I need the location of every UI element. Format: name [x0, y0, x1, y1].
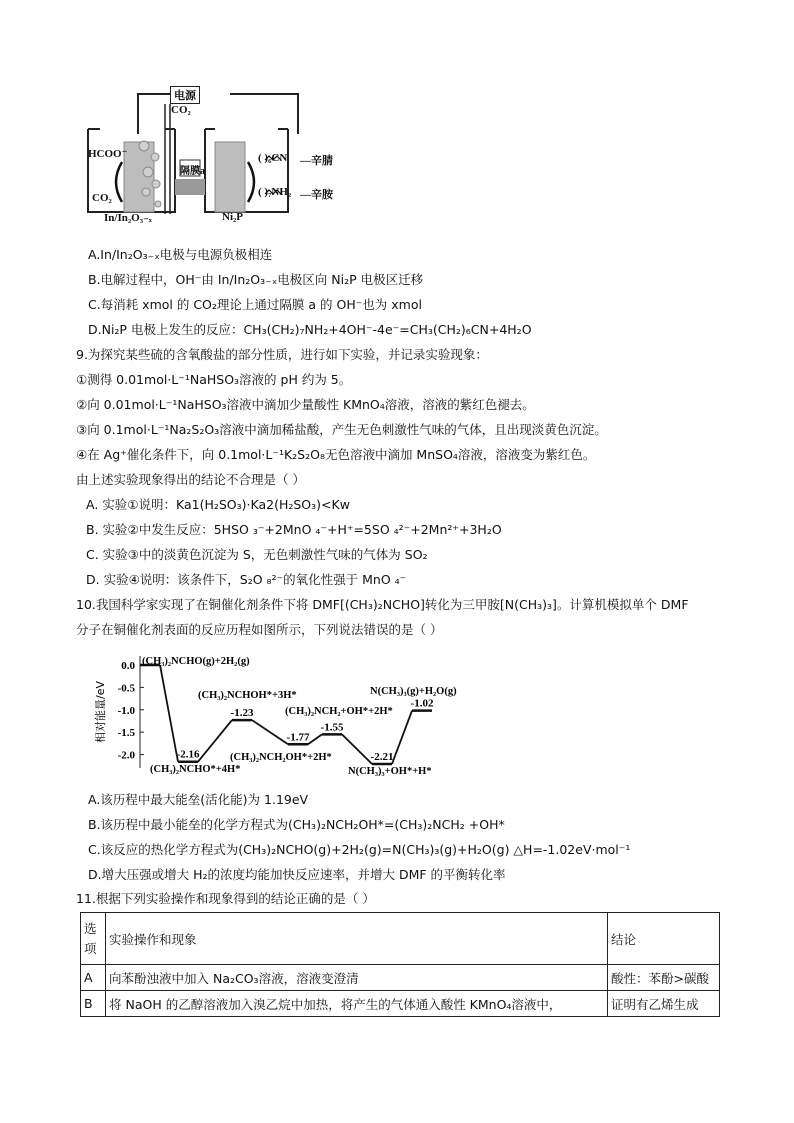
q9-option-c: C. 实验③中的淡黄色沉淀为 S，无色刺激性气味的气体为 SO₂ — [86, 547, 428, 562]
species-label: (CH₃)₂NCH₂+OH*+2H* — [285, 706, 393, 717]
q8-option-b: B.电解过程中，OH⁻由 In/In₂O₃₋ₓ电极区向 Ni₂P 电极区迁移 — [88, 272, 424, 287]
q9-option-d: D. 实验④说明：该条件下，S₂O ₈²⁻的氧化性强于 MnO ₄⁻ — [86, 572, 407, 587]
co2-top-label: CO₂ — [171, 104, 191, 116]
energy-connector — [392, 711, 412, 764]
energy-connector — [252, 720, 288, 744]
q10-stem-line1: 10.我国科学家实现了在铜催化剂条件下将 DMF[(CH₃)₂NCHO]转化为三甲胺[N(CH₃)₃]。计算机模拟单个 DMF — [76, 597, 689, 612]
q9-stem: 9.为探究某些硫的含氧酸盐的部分性质，进行如下实验，并记录实验现象： — [76, 347, 488, 362]
nitrile-formula: ( )₆CN — [258, 152, 288, 164]
left-electrode-label: In/In₂O₃₋ₓ — [104, 212, 152, 224]
row-conclusion: 酸性：苯酚>碳酸 — [608, 965, 720, 991]
co2-left-label: CO₂ — [92, 192, 112, 204]
q9-exp4: ④在 Ag⁺催化条件下，向 0.1mol·L⁻¹K₂S₂O₈无色溶液中滴加 MnSO₄溶液，溶液变为紫红色。 — [76, 447, 596, 462]
q10-stem-line2: 分子在铜催化剂表面的反应历程如图所示，下列说法错误的是（ ） — [76, 622, 443, 637]
row-conclusion: 证明有乙烯生成 — [608, 991, 720, 1017]
energy-value-label: -1.55 — [320, 721, 344, 734]
q9-option-a: A. 实验①说明：Ka1(H₂SO₃)·Ka2(H₂SO₃)<Kw — [86, 497, 350, 512]
table-row — [81, 991, 720, 1017]
q10-option-a: A.该历程中最大能垒(活化能)为 1.19eV — [88, 792, 309, 807]
energy-profile-chart — [90, 650, 460, 780]
table-header-row — [81, 913, 720, 965]
q9-question: 由上述实验现象得出的结论不合理是（ ） — [76, 472, 305, 487]
q8-option-d: D.Ni₂P 电极上发生的反应：CH₃(CH₂)₇NH₂+4OH⁻-4e⁻=CH₃(CH₂)₆CN+4H₂O — [88, 322, 532, 337]
q10-option-b: B.该历程中最小能垒的化学方程式为(CH₃)₂NCH₂OH*=(CH₃)₂NCH₂ +OH* — [88, 817, 505, 832]
header-option: 选项 — [81, 913, 106, 965]
q11-table — [80, 912, 720, 1017]
energy-connector — [160, 665, 178, 762]
energy-value-label: -2.16 — [176, 748, 200, 761]
nitrile-name: —辛腈 — [300, 155, 333, 167]
hcoo-label: HCOO⁻ — [88, 148, 128, 160]
energy-value-label: -1.77 — [286, 731, 310, 744]
species-label: (CH₃)₂NCHOH*+3H* — [198, 690, 297, 701]
amine-formula: ( )₇NH₂ — [258, 186, 292, 198]
y-tick-label: 0.0 — [121, 659, 135, 672]
energy-connector — [198, 720, 232, 762]
q9-exp3: ③向 0.1mol·L⁻¹Na₂S₂O₃溶液中滴加稀盐酸，产生无色刺激性气味的气体，且出现淡黄色沉淀。 — [76, 422, 607, 437]
row-operation: 将 NaOH 的乙醇溶液加入溴乙烷中加热，将产生的气体通入酸性 KMnO₄溶液中， — [106, 991, 608, 1017]
header-conclusion: 结论 — [608, 913, 720, 965]
species-label: N(CH₃)₃(g)+H₂O(g) — [370, 686, 457, 697]
y-tick-label: -1.5 — [117, 727, 135, 740]
species-label: (CH₃)₂NCHO*+4H* — [150, 764, 241, 775]
species-label: N(CH₃)₃+OH*+H* — [348, 766, 432, 777]
q9-exp1: ①测得 0.01mol·L⁻¹NaHSO₃溶液的 pH 约为 5。 — [76, 372, 352, 387]
y-tick-label: -1.0 — [117, 704, 135, 717]
y-axis-label: 相对能量/eV — [94, 681, 107, 743]
row-operation: 向苯酚浊液中加入 Na₂CO₃溶液，溶液变澄清 — [106, 965, 608, 991]
header-operation: 实验操作和现象 — [106, 913, 608, 965]
q10-option-d: D.增大压强或增大 H₂的浓度均能加快反应速率，并增大 DMF 的平衡转化率 — [88, 867, 506, 882]
right-electrode-label: Ni₂P — [222, 211, 244, 223]
species-label: (CH₃)₂NCH₂OH*+2H* — [230, 752, 332, 763]
y-tick-label: -2.0 — [117, 749, 135, 762]
table-row — [81, 965, 720, 991]
q10-option-c: C.该反应的热化学方程式为(CH₃)₂NCHO(g)+2H₂(g)=N(CH₃)₃(g)+H₂O(g) △H=-1.02eV·mol⁻¹ — [88, 842, 631, 857]
y-tick-label: -0.5 — [117, 682, 135, 695]
q9-exp2: ②向 0.01mol·L⁻¹NaHSO₃溶液中滴加少量酸性 KMnO₄溶液，溶液的紫红色褪去。 — [76, 397, 535, 412]
species-label: (CH₃)₂NCHO(g)+2H₂(g) — [142, 656, 250, 667]
q9-option-b: B. 实验②中发生反应：5HSO ₃⁻+2MnO ₄⁻+H⁺=5SO ₄²⁻+2Mn²⁺+3H₂O — [86, 522, 502, 537]
energy-connector — [308, 734, 322, 744]
energy-connector — [342, 734, 372, 764]
energy-value-label: -2.21 — [370, 750, 394, 763]
row-option: B — [81, 991, 106, 1017]
amine-name: —辛胺 — [300, 189, 333, 201]
energy-value-label: -1.02 — [410, 697, 434, 710]
q8-option-a: A.In/In₂O₃₋ₓ电极与电源负极相连 — [88, 247, 273, 262]
q8-option-c: C.每消耗 xmol 的 CO₂理论上通过隔膜 a 的 OH⁻也为 xmol — [88, 297, 422, 312]
row-option: A — [81, 965, 106, 991]
q11-stem: 11.根据下列实验操作和现象得到的结论正确的是（ ） — [76, 891, 375, 906]
energy-value-label: -1.23 — [230, 707, 254, 720]
membrane-label: 隔膜a — [180, 166, 205, 177]
power-source-label: 电源 — [170, 86, 200, 104]
